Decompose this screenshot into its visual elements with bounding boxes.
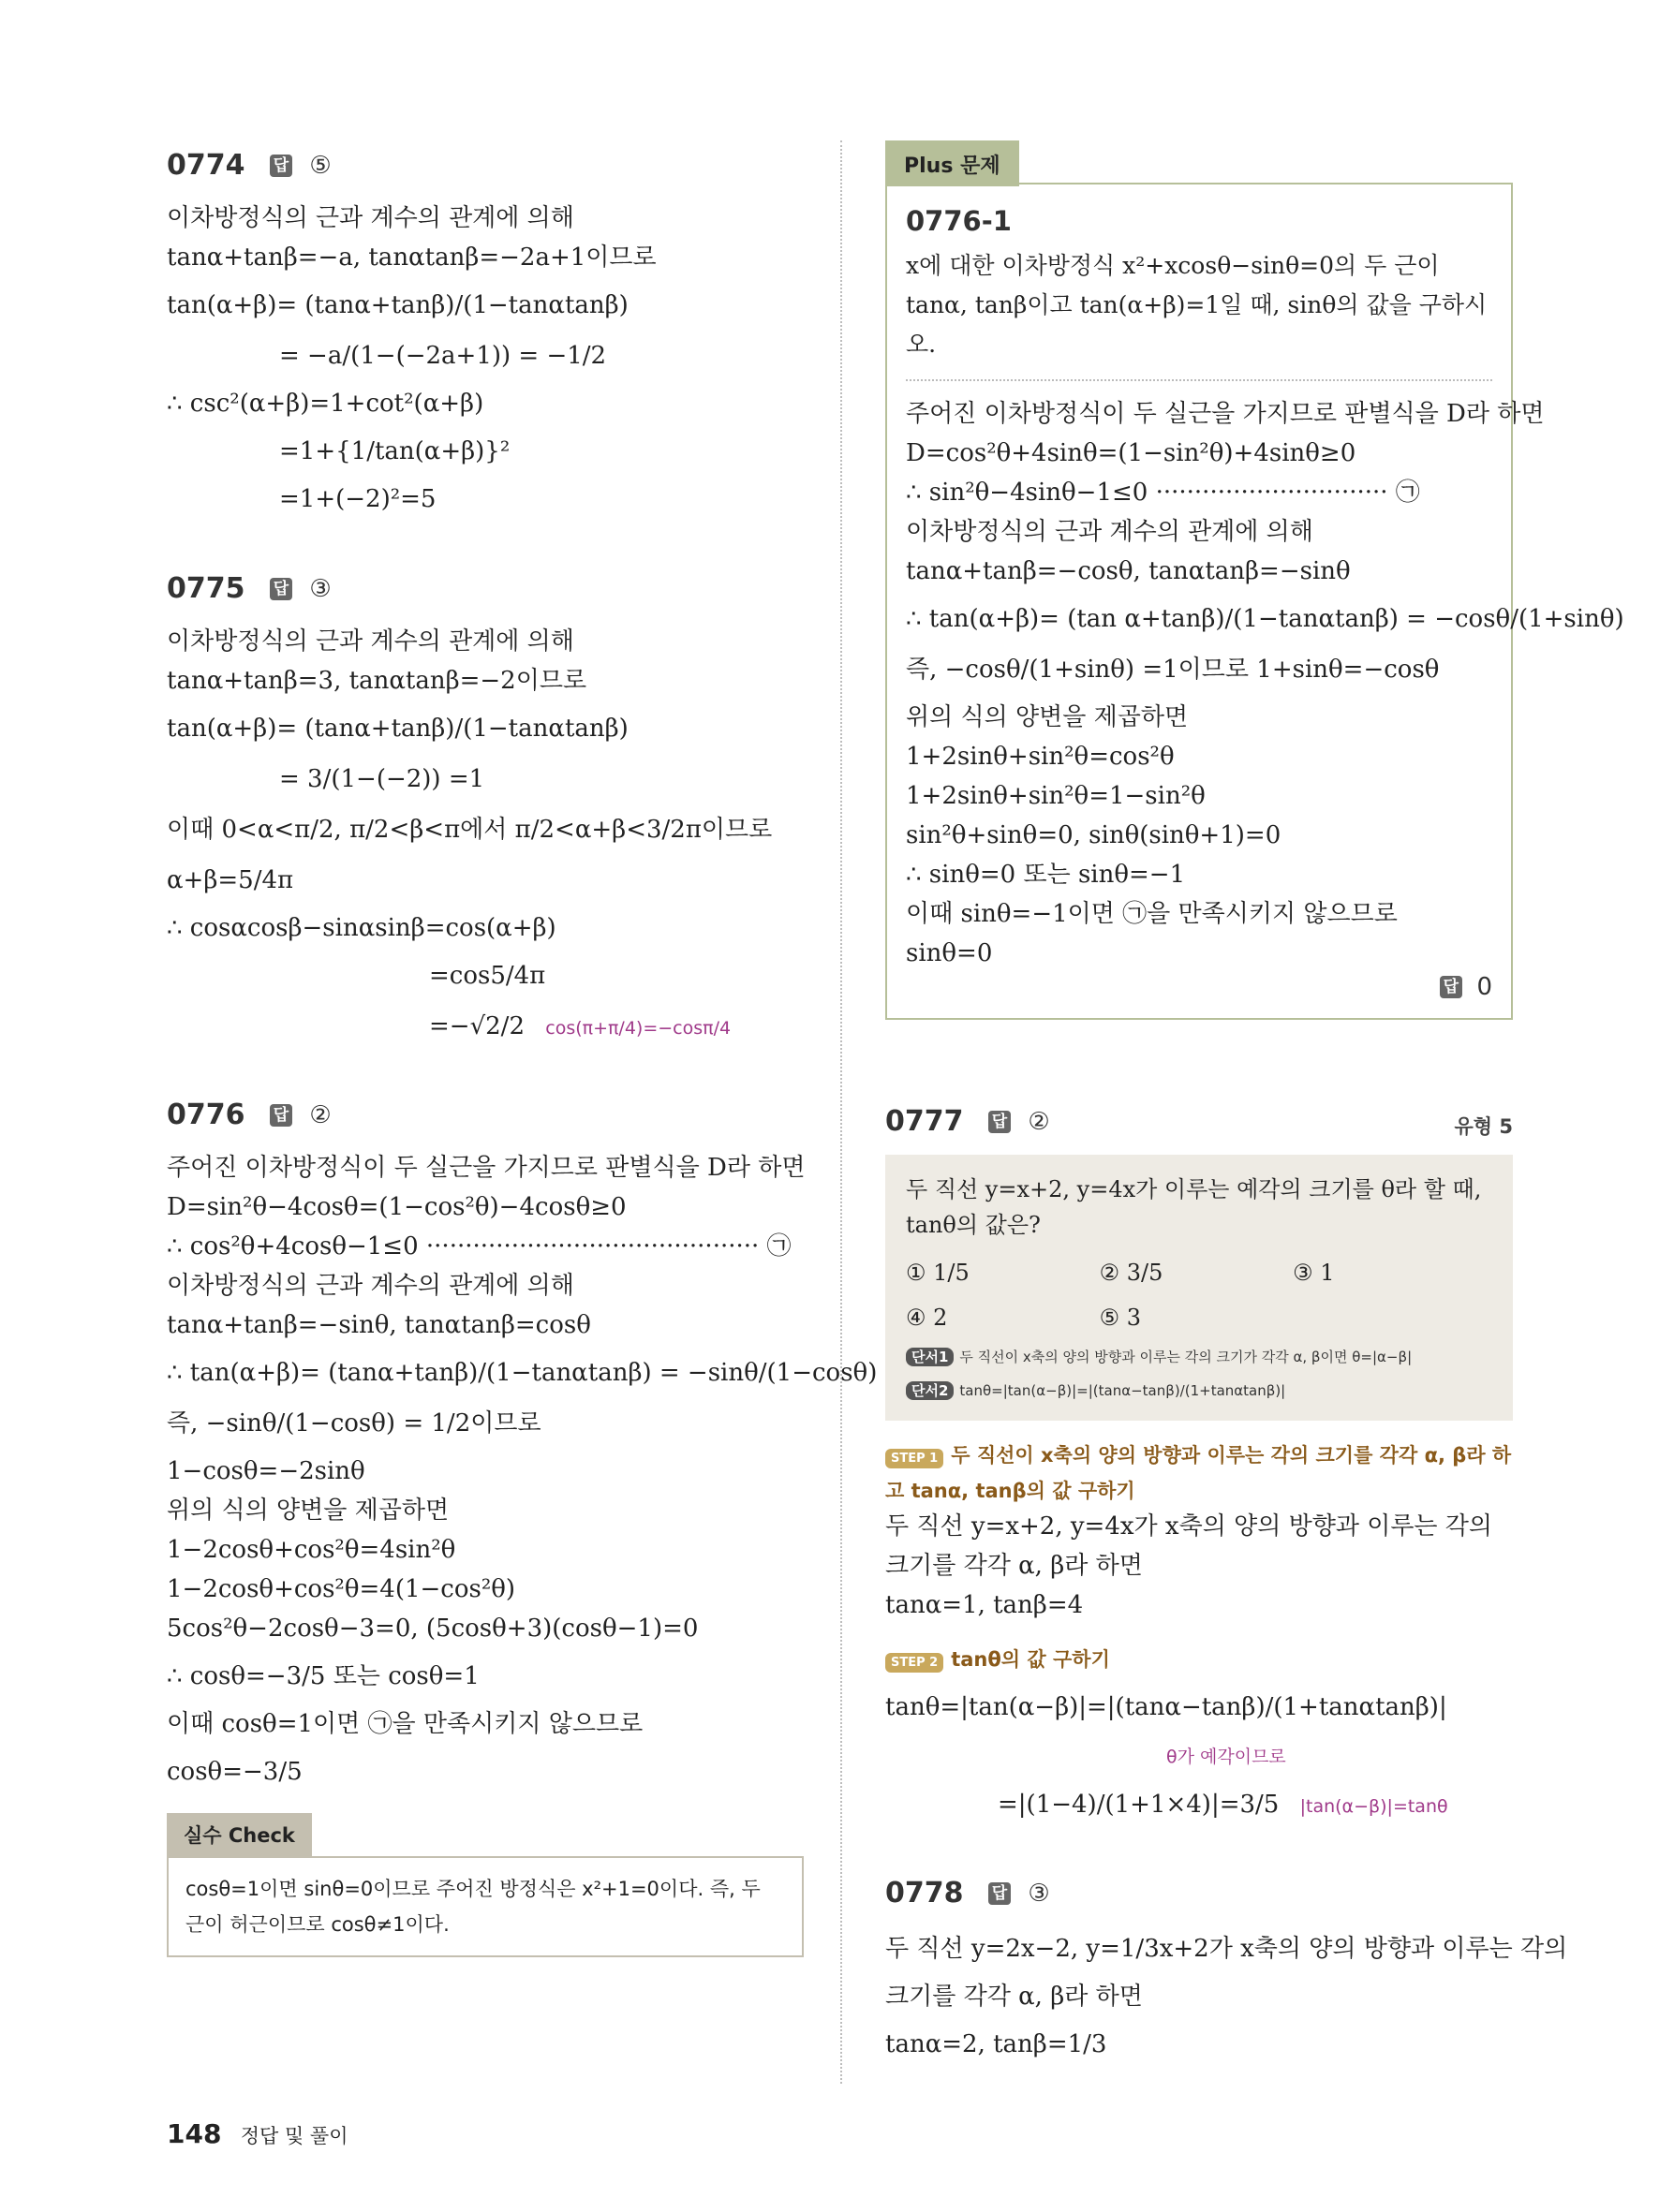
solution-line: α+β=5/4π bbox=[167, 866, 294, 894]
problem-number: 0774 bbox=[167, 149, 245, 182]
solution-value: =|(1−4)/(1+1×4)|=3/5 bbox=[998, 1791, 1280, 1819]
solution-line: 위의 식의 양변을 제곱하면 bbox=[906, 703, 1189, 731]
problem-header bbox=[885, 1104, 1513, 1142]
solution-line: tanα+tanβ=3, tanαtanβ=−2이므로 bbox=[167, 667, 587, 695]
solution-line: ∴ cosαcosβ−sinαsinβ=cos(α+β) bbox=[167, 914, 556, 942]
choice: ⑤ 3 bbox=[1099, 1305, 1141, 1331]
solution-line: tanθ=|tan(α−β)|=|(tanα−tanβ)/(1+tanαtanβ)| bbox=[885, 1693, 1447, 1721]
answer-tag: 답 bbox=[1440, 976, 1462, 998]
solution-line: =1+{1/tan(α+β)}² bbox=[279, 437, 511, 465]
solution-line: = 3/(1−(−2)) =1 bbox=[279, 765, 485, 793]
solution-line: ∴ tan(α+β)= (tanα+tanβ)/(1−tanαtanβ) = −sinθ/(1−cosθ) bbox=[167, 1359, 878, 1387]
answer-value: ⑤ bbox=[309, 151, 332, 180]
solution-line: 즉, −sinθ/(1−cosθ) = 1/2이므로 bbox=[167, 1409, 541, 1438]
right-column bbox=[885, 140, 1624, 2072]
solution-line: 1+2sinθ+sin²θ=cos²θ bbox=[906, 743, 1175, 771]
solution-line: 이때 0<α<π/2, π/2<β<π에서 π/2<α+β<3/2π이므로 bbox=[167, 816, 773, 844]
page-footer bbox=[167, 2118, 348, 2149]
solution-line: =1+(−2)²=5 bbox=[279, 485, 437, 513]
problem-number: 0778 bbox=[885, 1877, 964, 1910]
solution-line: 1+2sinθ+sin²θ=1−sin²θ bbox=[906, 782, 1206, 810]
solution-line: sinθ=0 bbox=[906, 939, 993, 967]
choices bbox=[906, 1250, 1492, 1340]
question-box bbox=[885, 1155, 1513, 1421]
step-badge: STEP 2 bbox=[885, 1653, 943, 1673]
solution-line: ∴ cos²θ+4cosθ−1≤0 ··········································· ㉠ bbox=[167, 1232, 792, 1261]
problem-number: 0775 bbox=[167, 572, 245, 605]
problem-header bbox=[167, 571, 804, 609]
column-divider bbox=[840, 140, 842, 2084]
step-2 bbox=[885, 1644, 1513, 1679]
solution-line: 이차방정식의 근과 계수의 관계에 의해 bbox=[167, 627, 574, 656]
problem-0774 bbox=[167, 148, 804, 519]
solution-line: ∴ csc²(α+β)=1+cot²(α+β) bbox=[167, 390, 484, 418]
problem-0776 bbox=[167, 1098, 878, 1794]
hint-text: tanθ=|tan(α−β)|=|(tanα−tanβ)/(1+tanαtanβ)| bbox=[959, 1382, 1286, 1399]
question-text: 두 직선 y=x+2, y=4x가 이루는 예각의 크기를 θ라 할 때, tanθ의 값은? bbox=[906, 1176, 1482, 1238]
step-1 bbox=[885, 1439, 1513, 1507]
problem-number: 0776 bbox=[167, 1099, 245, 1131]
footer-title: 정답 및 풀이 bbox=[240, 2125, 348, 2147]
solution-line: 두 직선 y=2x−2, y=1/3x+2가 x축의 양의 방향과 이루는 각의 bbox=[885, 1935, 1568, 1963]
answer-value: ② bbox=[1028, 1107, 1050, 1136]
problem-number: 0777 bbox=[885, 1105, 964, 1138]
solution-line: ∴ sinθ=0 또는 sinθ=−1 bbox=[906, 861, 1186, 889]
solution-line: 두 직선 y=x+2, y=4x가 x축의 양의 방향과 이루는 각의 크기를 각각 α, β라 하면 bbox=[885, 1512, 1493, 1580]
hint-label: 단서1 bbox=[906, 1348, 954, 1366]
solution-line: 1−2cosθ+cos²θ=4(1−cos²θ) bbox=[167, 1575, 516, 1603]
solution-line: tanα+tanβ=−a, tanαtanβ=−2a+1이므로 bbox=[167, 243, 657, 272]
answer-value: ② bbox=[309, 1100, 332, 1129]
problem-header bbox=[167, 148, 804, 185]
answer-value: 0 bbox=[1476, 973, 1492, 1001]
solution-line: 1−cosθ=−2sinθ bbox=[167, 1457, 365, 1485]
solution-line: 5cos²θ−2cosθ−3=0, (5cosθ+3)(cosθ−1)=0 bbox=[167, 1615, 699, 1643]
answer-tag: 답 bbox=[988, 1882, 1011, 1905]
plus-number: 0776-1 bbox=[906, 205, 1012, 237]
solution-value: =−√2/2 bbox=[429, 1012, 525, 1040]
annotation-note: cos(π+π/4)=−cosπ/4 bbox=[545, 1018, 732, 1039]
solution-line: 이차방정식의 근과 계수의 관계에 의해 bbox=[906, 518, 1313, 546]
answer-tag: 답 bbox=[270, 578, 292, 600]
choice: ② 3/5 bbox=[1099, 1260, 1163, 1286]
solution-line: 이차방정식의 근과 계수의 관계에 의해 bbox=[167, 1272, 574, 1300]
solution-line: ∴ tan(α+β)= (tan α+tanβ)/(1−tanαtanβ) = −cosθ/(1+sinθ) bbox=[906, 605, 1624, 633]
problem-0775 bbox=[167, 571, 804, 1051]
choice: ① 1/5 bbox=[906, 1260, 970, 1286]
mistake-check bbox=[167, 1813, 804, 1957]
answer-tag: 답 bbox=[270, 1104, 292, 1127]
solution-line: 이차방정식의 근과 계수의 관계에 의해 bbox=[167, 204, 574, 232]
solution-line: =cos5/4π bbox=[429, 962, 546, 990]
solution-line: tanα+tanβ=−sinθ, tanαtanβ=cosθ bbox=[167, 1311, 591, 1339]
step-title: 두 직선이 x축의 양의 방향과 이루는 각의 크기를 각각 α, β라 하고 tanα, tanβ의 값 구하기 bbox=[885, 1444, 1512, 1502]
answer-tag: 답 bbox=[988, 1111, 1011, 1133]
left-column bbox=[167, 140, 878, 1957]
solution-line: sin²θ+sinθ=0, sinθ(sinθ+1)=0 bbox=[906, 821, 1281, 849]
solution-line: 즉, −cosθ/(1+sinθ) =1이므로 1+sinθ=−cosθ bbox=[906, 656, 1440, 684]
problem-header bbox=[167, 1098, 804, 1135]
solution-line: tanα+tanβ=−cosθ, tanαtanβ=−sinθ bbox=[906, 557, 1351, 585]
solution-line: = −a/(1−(−2a+1)) = −1/2 bbox=[279, 342, 607, 370]
solution-line: ∴ sin²θ−4sinθ−1≤0 ······························ ㉠ bbox=[906, 479, 1420, 507]
choice: ④ 2 bbox=[906, 1305, 948, 1331]
problem-0777 bbox=[885, 1104, 1513, 1829]
solution-line: ∴ cosθ=−3/5 또는 cosθ=1 bbox=[167, 1662, 480, 1690]
solution-line: tan(α+β)= (tanα+tanβ)/(1−tanαtanβ) bbox=[167, 715, 629, 743]
solution-line: tanα=1, tanβ=4 bbox=[885, 1591, 1084, 1619]
plus-tab: Plus 문제 bbox=[885, 140, 1019, 186]
answer-value: ③ bbox=[309, 574, 332, 603]
solution-line: 1−2cosθ+cos²θ=4sin²θ bbox=[167, 1536, 456, 1564]
solution-line: cosθ=−3/5 bbox=[167, 1758, 303, 1786]
mistake-check-title: 실수 Check bbox=[167, 1813, 312, 1856]
solution-line bbox=[167, 1004, 804, 1051]
plus-box bbox=[885, 183, 1624, 1020]
problem-header bbox=[885, 1876, 1513, 1913]
dotted-separator bbox=[906, 379, 1492, 381]
plus-problem bbox=[885, 140, 1624, 1020]
problem-0778 bbox=[885, 1876, 1568, 2067]
solution-line: 주어진 이차방정식이 두 실근을 가지므로 판별식을 D라 하면 bbox=[906, 400, 1545, 428]
step-title: tanθ의 값 구하기 bbox=[951, 1648, 1110, 1671]
annotation-note: |tan(α−β)|=tanθ bbox=[1299, 1796, 1448, 1817]
solution-line: 이때 cosθ=1이면 ㉠을 만족시키지 않으므로 bbox=[167, 1710, 644, 1738]
mistake-check-text: cosθ=1이면 sinθ=0이므로 주어진 방정식은 x²+1=0이다. 즉, 두 근이 허근이므로 cosθ≠1이다. bbox=[167, 1856, 804, 1957]
annotation-line bbox=[885, 1735, 1513, 1777]
solution-line: D=cos²θ+4sinθ=(1−sin²θ)+4sinθ≥0 bbox=[906, 439, 1356, 467]
solution-line bbox=[885, 1782, 1513, 1829]
page-number: 148 bbox=[167, 2118, 222, 2149]
hint-1 bbox=[906, 1340, 1492, 1374]
hint-label: 단서2 bbox=[906, 1381, 954, 1400]
solution-line: tan(α+β)= (tanα+tanβ)/(1−tanαtanβ) bbox=[167, 291, 629, 319]
solution-line: D=sin²θ−4cosθ=(1−cos²θ)−4cosθ≥0 bbox=[167, 1193, 627, 1221]
plus-question: x에 대한 이차방정식 x²+xcosθ−sinθ=0의 두 근이 tanα, tanβ이고 tan(α+β)=1일 때, sinθ의 값을 구하시오. bbox=[906, 252, 1488, 358]
hint-2 bbox=[906, 1374, 1492, 1408]
annotation-note: θ가 예각이므로 bbox=[1166, 1747, 1286, 1767]
solution-line: 크기를 각각 α, β라 하면 bbox=[885, 1983, 1143, 2011]
plus-answer bbox=[906, 973, 1492, 1001]
solution-line: 주어진 이차방정식이 두 실근을 가지므로 판별식을 D라 하면 bbox=[167, 1154, 806, 1182]
answer-value: ③ bbox=[1028, 1879, 1050, 1908]
solution-line: tanα=2, tanβ=1/3 bbox=[885, 2030, 1107, 2058]
answer-tag: 답 bbox=[270, 155, 292, 177]
solution-line: 위의 식의 양변을 제곱하면 bbox=[167, 1497, 450, 1525]
solution-line: 이때 sinθ=−1이면 ㉠을 만족시키지 않으므로 bbox=[906, 900, 1398, 928]
choice: ③ 1 bbox=[1293, 1260, 1335, 1286]
step-badge: STEP 1 bbox=[885, 1449, 943, 1468]
type-tag: 유형 5 bbox=[1454, 1115, 1513, 1138]
hint-text: 두 직선이 x축의 양의 방향과 이루는 각의 크기가 각각 α, β이면 θ=|α−β| bbox=[959, 1349, 1413, 1365]
